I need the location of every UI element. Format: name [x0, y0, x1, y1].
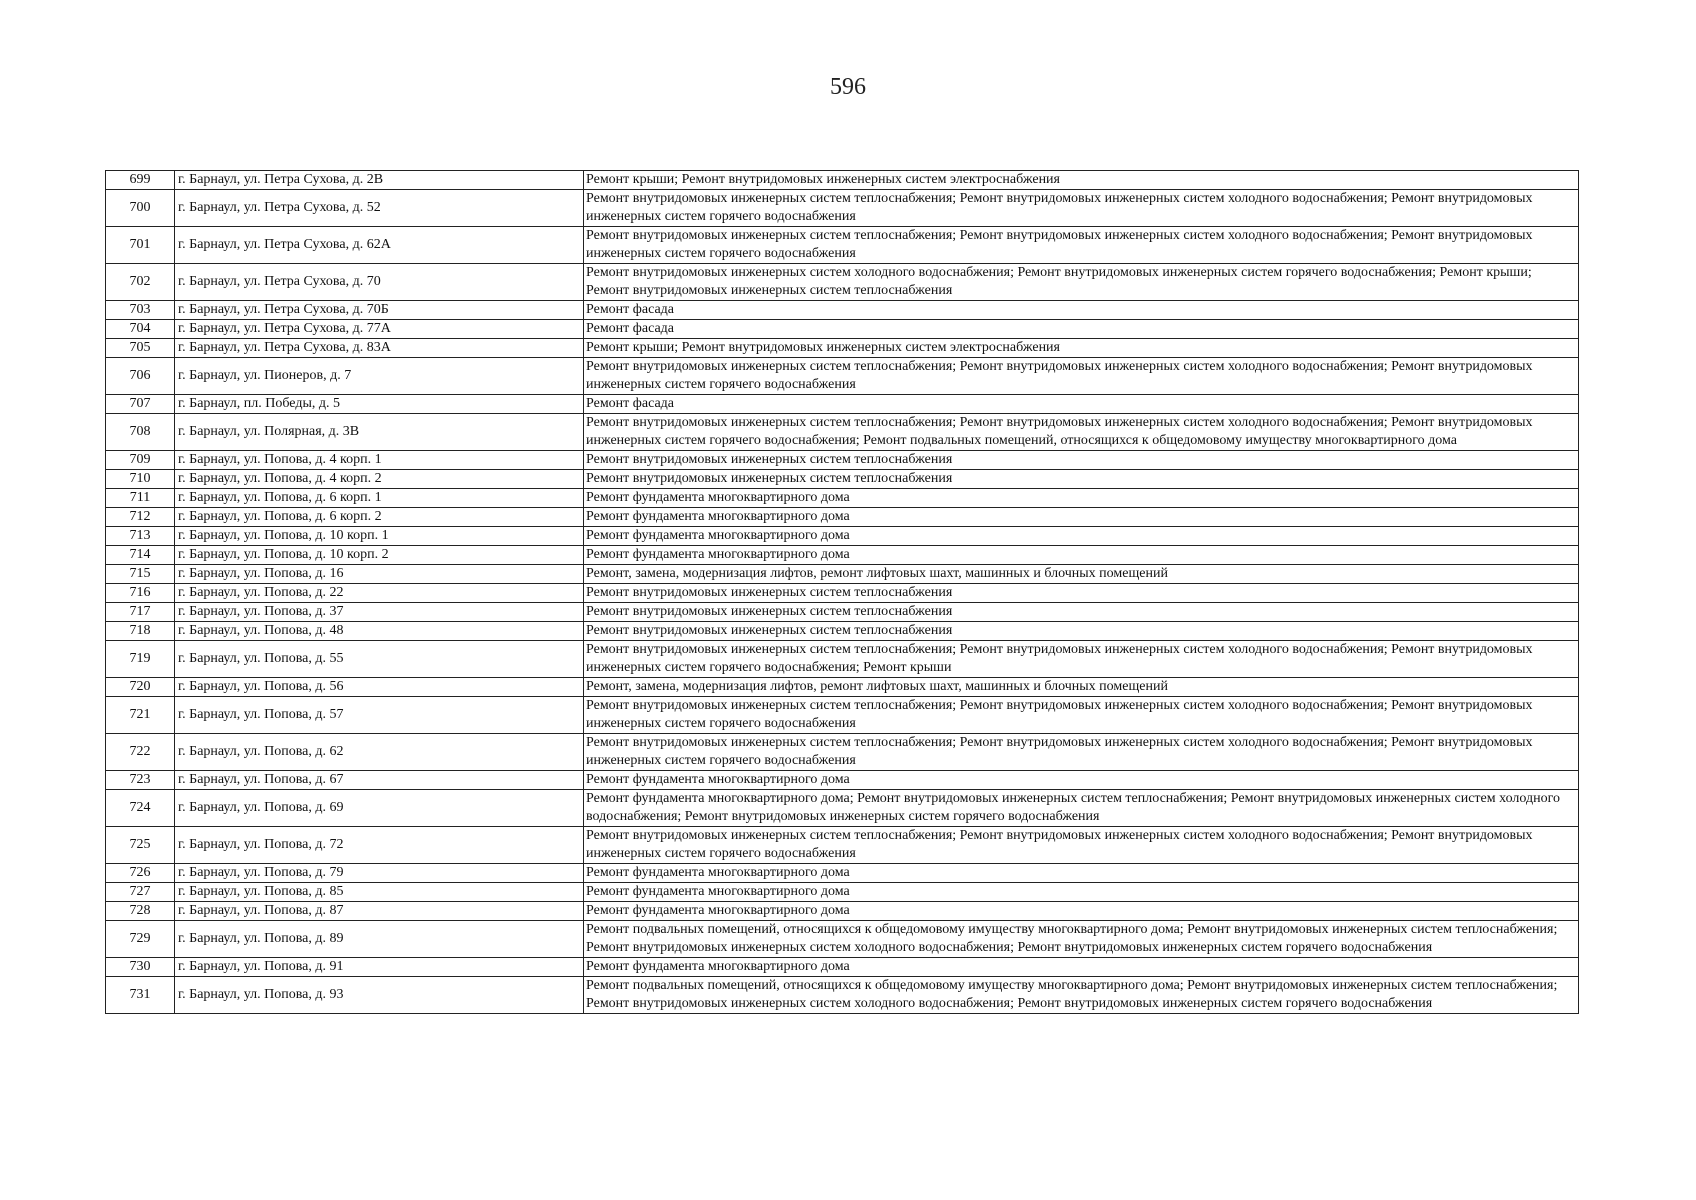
- row-works: Ремонт внутридомовых инженерных систем холодного водоснабжения; Ремонт внутридомовых инженерных систем горячего водоснабжения; Ремонт крыши; Ремонт внутридомовых инженерных систем теплоснабжения: [584, 264, 1579, 301]
- row-number: 713: [106, 527, 175, 546]
- table-row: [106, 171, 1579, 190]
- row-address: г. Барнаул, ул. Петра Сухова, д. 83А: [175, 339, 584, 358]
- table-row: [106, 958, 1579, 977]
- row-number: 726: [106, 864, 175, 883]
- row-works: Ремонт фундамента многоквартирного дома: [584, 546, 1579, 565]
- row-works: Ремонт подвальных помещений, относящихся к общедомовому имуществу многоквартирного дома; Ремонт внутридомовых инженерных систем теплоснабжения; Ремонт внутридомовых инженерных систем холодного водоснабжения; Ремонт внутридомовых инженерных систем горячего водоснабжения: [584, 921, 1579, 958]
- table-row: [106, 584, 1579, 603]
- table-row: [106, 565, 1579, 584]
- row-address: г. Барнаул, ул. Попова, д. 10 корп. 2: [175, 546, 584, 565]
- row-works: Ремонт внутридомовых инженерных систем теплоснабжения: [584, 584, 1579, 603]
- table-row: [106, 451, 1579, 470]
- row-works: Ремонт фундамента многоквартирного дома: [584, 489, 1579, 508]
- row-number: 710: [106, 470, 175, 489]
- table-row: [106, 320, 1579, 339]
- table-row: [106, 622, 1579, 641]
- row-number: 700: [106, 190, 175, 227]
- table-row: [106, 864, 1579, 883]
- row-address: г. Барнаул, ул. Петра Сухова, д. 52: [175, 190, 584, 227]
- table-row: [106, 977, 1579, 1014]
- row-address: г. Барнаул, ул. Попова, д. 6 корп. 1: [175, 489, 584, 508]
- table-row: [106, 883, 1579, 902]
- row-address: г. Барнаул, ул. Попова, д. 85: [175, 883, 584, 902]
- row-address: г. Барнаул, ул. Петра Сухова, д. 70: [175, 264, 584, 301]
- table-row: [106, 641, 1579, 678]
- row-address: г. Барнаул, ул. Петра Сухова, д. 62А: [175, 227, 584, 264]
- row-works: Ремонт, замена, модернизация лифтов, ремонт лифтовых шахт, машинных и блочных помещений: [584, 678, 1579, 697]
- row-address: г. Барнаул, ул. Попова, д. 62: [175, 734, 584, 771]
- row-works: Ремонт фундамента многоквартирного дома: [584, 527, 1579, 546]
- row-address: г. Барнаул, ул. Попова, д. 57: [175, 697, 584, 734]
- row-number: 724: [106, 790, 175, 827]
- row-works: Ремонт фасада: [584, 301, 1579, 320]
- table-row: [106, 771, 1579, 790]
- row-address: г. Барнаул, ул. Попова, д. 69: [175, 790, 584, 827]
- row-number: 725: [106, 827, 175, 864]
- row-number: 728: [106, 902, 175, 921]
- row-number: 720: [106, 678, 175, 697]
- row-number: 729: [106, 921, 175, 958]
- row-address: г. Барнаул, ул. Попова, д. 6 корп. 2: [175, 508, 584, 527]
- row-works: Ремонт фундамента многоквартирного дома; Ремонт внутридомовых инженерных систем теплоснабжения; Ремонт внутридомовых инженерных систем холодного водоснабжения; Ремонт внутридомовых инженерных систем горячего водоснабжения: [584, 790, 1579, 827]
- registry-body: [106, 171, 1579, 1014]
- table-row: [106, 227, 1579, 264]
- row-address: г. Барнаул, пл. Победы, д. 5: [175, 395, 584, 414]
- table-row: [106, 678, 1579, 697]
- table-row: [106, 527, 1579, 546]
- row-address: г. Барнаул, ул. Попова, д. 16: [175, 565, 584, 584]
- row-number: 721: [106, 697, 175, 734]
- row-works: Ремонт внутридомовых инженерных систем теплоснабжения; Ремонт внутридомовых инженерных систем холодного водоснабжения; Ремонт внутридомовых инженерных систем горячего водоснабжения; Ремонт крыши: [584, 641, 1579, 678]
- row-address: г. Барнаул, ул. Попова, д. 48: [175, 622, 584, 641]
- row-number: 719: [106, 641, 175, 678]
- row-number: 715: [106, 565, 175, 584]
- row-number: 723: [106, 771, 175, 790]
- row-works: Ремонт внутридомовых инженерных систем теплоснабжения; Ремонт внутридомовых инженерных систем холодного водоснабжения; Ремонт внутридомовых инженерных систем горячего водоснабжения: [584, 827, 1579, 864]
- table-row: [106, 395, 1579, 414]
- row-works: Ремонт внутридомовых инженерных систем теплоснабжения; Ремонт внутридомовых инженерных систем холодного водоснабжения; Ремонт внутридомовых инженерных систем горячего водоснабжения: [584, 358, 1579, 395]
- row-address: г. Барнаул, ул. Попова, д. 55: [175, 641, 584, 678]
- row-number: 711: [106, 489, 175, 508]
- row-works: Ремонт крыши; Ремонт внутридомовых инженерных систем электроснабжения: [584, 171, 1579, 190]
- row-number: 701: [106, 227, 175, 264]
- row-number: 704: [106, 320, 175, 339]
- table-row: [106, 603, 1579, 622]
- row-works: Ремонт фундамента многоквартирного дома: [584, 864, 1579, 883]
- row-address: г. Барнаул, ул. Попова, д. 93: [175, 977, 584, 1014]
- row-number: 706: [106, 358, 175, 395]
- row-address: г. Барнаул, ул. Попова, д. 4 корп. 2: [175, 470, 584, 489]
- row-number: 703: [106, 301, 175, 320]
- row-number: 716: [106, 584, 175, 603]
- row-address: г. Барнаул, ул. Попова, д. 56: [175, 678, 584, 697]
- page-number: 596: [830, 74, 866, 100]
- row-address: г. Барнаул, ул. Попова, д. 87: [175, 902, 584, 921]
- row-works: Ремонт внутридомовых инженерных систем теплоснабжения: [584, 603, 1579, 622]
- row-address: г. Барнаул, ул. Полярная, д. 3В: [175, 414, 584, 451]
- row-number: 717: [106, 603, 175, 622]
- row-number: 727: [106, 883, 175, 902]
- row-number: 730: [106, 958, 175, 977]
- row-works: Ремонт фундамента многоквартирного дома: [584, 958, 1579, 977]
- row-address: г. Барнаул, ул. Петра Сухова, д. 70Б: [175, 301, 584, 320]
- row-address: г. Барнаул, ул. Попова, д. 89: [175, 921, 584, 958]
- table-row: [106, 339, 1579, 358]
- row-number: 702: [106, 264, 175, 301]
- table-row: [106, 902, 1579, 921]
- row-number: 718: [106, 622, 175, 641]
- row-address: г. Барнаул, ул. Пионеров, д. 7: [175, 358, 584, 395]
- row-works: Ремонт фундамента многоквартирного дома: [584, 902, 1579, 921]
- row-number: 699: [106, 171, 175, 190]
- row-number: 712: [106, 508, 175, 527]
- row-address: г. Барнаул, ул. Петра Сухова, д. 77А: [175, 320, 584, 339]
- row-works: Ремонт внутридомовых инженерных систем теплоснабжения: [584, 451, 1579, 470]
- table-row: [106, 734, 1579, 771]
- table-row: [106, 508, 1579, 527]
- table-row: [106, 827, 1579, 864]
- table-row: [106, 489, 1579, 508]
- row-number: 708: [106, 414, 175, 451]
- row-works: Ремонт, замена, модернизация лифтов, ремонт лифтовых шахт, машинных и блочных помещений: [584, 565, 1579, 584]
- row-address: г. Барнаул, ул. Попова, д. 79: [175, 864, 584, 883]
- row-number: 705: [106, 339, 175, 358]
- table-row: [106, 790, 1579, 827]
- row-works: Ремонт внутридомовых инженерных систем теплоснабжения; Ремонт внутридомовых инженерных систем холодного водоснабжения; Ремонт внутридомовых инженерных систем горячего водоснабжения: [584, 734, 1579, 771]
- row-works: Ремонт внутридомовых инженерных систем теплоснабжения: [584, 622, 1579, 641]
- row-works: Ремонт фундамента многоквартирного дома: [584, 771, 1579, 790]
- table-row: [106, 264, 1579, 301]
- table-row: [106, 301, 1579, 320]
- table-row: [106, 921, 1579, 958]
- table-row: [106, 414, 1579, 451]
- row-works: Ремонт внутридомовых инженерных систем теплоснабжения; Ремонт внутридомовых инженерных систем холодного водоснабжения; Ремонт внутридомовых инженерных систем горячего водоснабжения: [584, 697, 1579, 734]
- row-number: 722: [106, 734, 175, 771]
- row-address: г. Барнаул, ул. Попова, д. 10 корп. 1: [175, 527, 584, 546]
- repair-registry-table: [105, 170, 1579, 1014]
- row-works: Ремонт фундамента многоквартирного дома: [584, 883, 1579, 902]
- row-number: 709: [106, 451, 175, 470]
- row-works: Ремонт внутридомовых инженерных систем теплоснабжения; Ремонт внутридомовых инженерных систем холодного водоснабжения; Ремонт внутридомовых инженерных систем горячего водоснабжения; Ремонт подвальных помещений, относящихся к общедомовому имуществу многоквартирного дома: [584, 414, 1579, 451]
- row-works: Ремонт внутридомовых инженерных систем теплоснабжения: [584, 470, 1579, 489]
- row-number: 714: [106, 546, 175, 565]
- table-row: [106, 546, 1579, 565]
- table-row: [106, 358, 1579, 395]
- row-works: Ремонт фундамента многоквартирного дома: [584, 508, 1579, 527]
- row-address: г. Барнаул, ул. Попова, д. 72: [175, 827, 584, 864]
- row-works: Ремонт подвальных помещений, относящихся к общедомовому имуществу многоквартирного дома; Ремонт внутридомовых инженерных систем теплоснабжения; Ремонт внутридомовых инженерных систем холодного водоснабжения; Ремонт внутридомовых инженерных систем горячего водоснабжения: [584, 977, 1579, 1014]
- row-works: Ремонт фасада: [584, 395, 1579, 414]
- row-address: г. Барнаул, ул. Попова, д. 4 корп. 1: [175, 451, 584, 470]
- row-address: г. Барнаул, ул. Попова, д. 37: [175, 603, 584, 622]
- table-row: [106, 470, 1579, 489]
- row-works: Ремонт крыши; Ремонт внутридомовых инженерных систем электроснабжения: [584, 339, 1579, 358]
- row-works: Ремонт внутридомовых инженерных систем теплоснабжения; Ремонт внутридомовых инженерных систем холодного водоснабжения; Ремонт внутридомовых инженерных систем горячего водоснабжения: [584, 227, 1579, 264]
- table-row: [106, 697, 1579, 734]
- row-address: г. Барнаул, ул. Петра Сухова, д. 2В: [175, 171, 584, 190]
- table-row: [106, 190, 1579, 227]
- row-address: г. Барнаул, ул. Попова, д. 22: [175, 584, 584, 603]
- row-address: г. Барнаул, ул. Попова, д. 67: [175, 771, 584, 790]
- row-number: 731: [106, 977, 175, 1014]
- row-works: Ремонт фасада: [584, 320, 1579, 339]
- row-address: г. Барнаул, ул. Попова, д. 91: [175, 958, 584, 977]
- row-works: Ремонт внутридомовых инженерных систем теплоснабжения; Ремонт внутридомовых инженерных систем холодного водоснабжения; Ремонт внутридомовых инженерных систем горячего водоснабжения: [584, 190, 1579, 227]
- row-number: 707: [106, 395, 175, 414]
